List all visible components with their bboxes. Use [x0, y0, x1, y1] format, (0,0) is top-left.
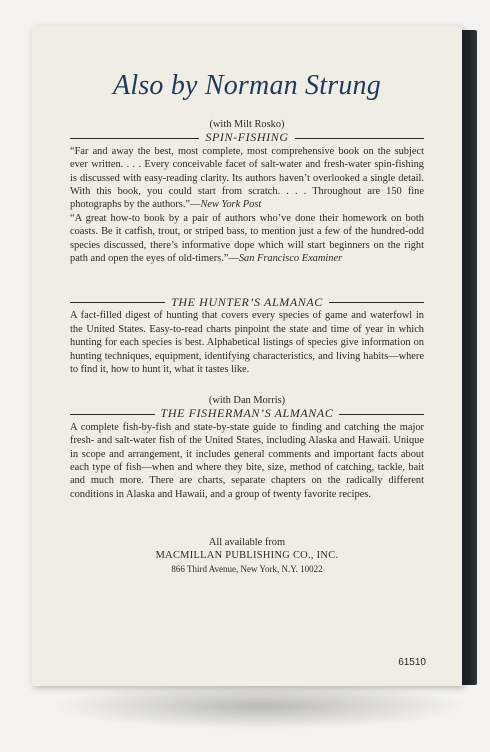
publisher-address: 866 Third Avenue, New York, N.Y. 10022 — [171, 563, 323, 574]
title-rule-right — [295, 138, 424, 139]
title-rule-right — [339, 414, 424, 415]
book-title-hunters-almanac — [70, 296, 424, 309]
page-title: Also by Norman Strung — [113, 70, 381, 101]
book-title: THE FISHERMAN’S ALMANAC — [160, 406, 334, 421]
coauthor-note: (with Milt Rosko) — [209, 119, 285, 130]
book-hunters-almanac — [70, 296, 424, 376]
title-rule-left — [70, 138, 199, 139]
book-title-spin-fishing — [70, 131, 424, 144]
book-back-cover — [32, 26, 462, 686]
book-shadow — [50, 682, 470, 730]
book-fishermans-almanac — [70, 394, 424, 501]
book-description: A complete fish-by-fish and state-by-state guide to finding and catching the major fresh- and salt-water fish of the United States, including Alaska and Hawaii. Unique in scope and arrangement, it includes general comments and important facts about each type of fish—when and where they bite, size, method of catching, tackle, bait and much more. There are charts, separate chapters on the radically different conditions in Alaska and Hawaii, and a group of twenty favorite recipes. — [70, 421, 424, 500]
quote-source: San Francisco Examiner — [238, 253, 343, 265]
quote-text: “A great how-to book by a pair of authors who’ve done their homework on both coasts. Be it catfish, trout, or striped bass, to mention just a few of the hundred-odd species discussed, there’s informative dope which will start beginners on the right path and open the eyes of old-timers.”— — [70, 212, 424, 265]
book-title: SPIN-FISHING — [205, 130, 289, 145]
title-rule-right — [329, 302, 424, 303]
title-rule-left — [70, 414, 155, 415]
quote-text: “Far and away the best, most complete, most comprehensive book on the subject ever written. . . . Every conceivable facet of salt-water and fresh-water spin-fishing is discussed with easy-reading clarity. Its authors haven’t overlooked a single detail. With this book, you could start from scratch. . . . Throughout are 150 fine photographs by the authors.”— — [70, 145, 424, 211]
availability-text: All available from — [208, 537, 286, 548]
review-quote — [70, 212, 424, 266]
publisher-name: MACMILLAN PUBLISHING CO., INC. — [155, 550, 339, 562]
catalog-code: 61510 — [398, 657, 426, 668]
publisher-block — [70, 536, 424, 576]
title-rule-left — [70, 302, 165, 303]
book-title-fishermans-almanac — [70, 407, 424, 420]
book-description: A fact-filled digest of hunting that covers every species of game and waterfowl in the United States. Easy-to-read charts pinpoint the state and time of year in which hunting for each species is best. Alphabetical listings of species give information on hunting techniques, equipment, identifying characteristics, and living habits—where to find it, how to hunt it, what it tastes like. — [70, 310, 424, 376]
review-quote — [70, 145, 424, 212]
book-title: THE HUNTER’S ALMANAC — [171, 295, 323, 309]
quote-source: New York Post — [200, 199, 262, 211]
coauthor-note: (with Dan Morris) — [208, 395, 286, 406]
book-spin-fishing — [70, 118, 424, 265]
